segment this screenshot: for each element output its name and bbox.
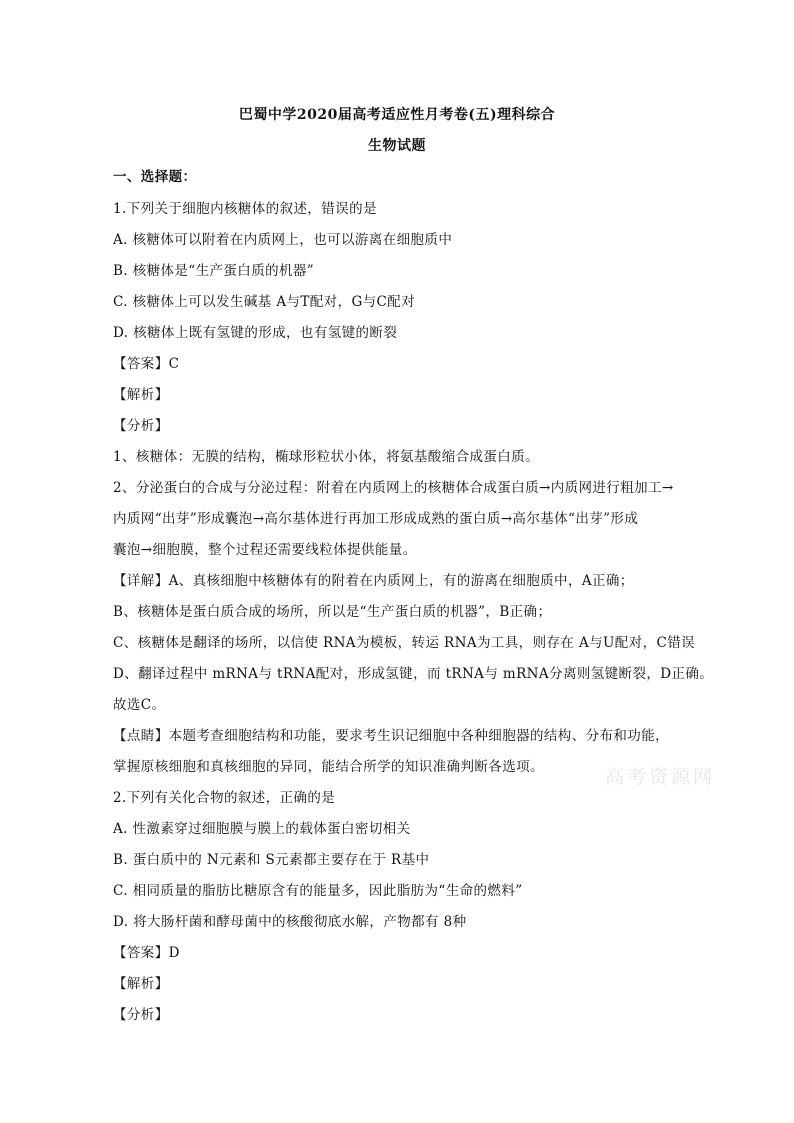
question-1-comment-line: 掌握原核细胞和真核细胞的异同，能结合所学的知识准确判断各选项。 <box>113 759 544 775</box>
question-2-answer: 【答案】D <box>113 945 180 961</box>
question-1-option-d: D. 核糖体上既有氢键的形成，也有氢键的断裂 <box>113 325 398 341</box>
page-subtitle: 生物试题 <box>368 138 426 154</box>
question-1-detail-line: D、翻译过程中 mRNA与 tRNA配对，形成氢键，而 tRNA与 mRNA分离则氢键断裂，D正确。 <box>113 666 714 682</box>
page-title: 巴蜀中学2020届高考适应性月考卷(五)理科综合 <box>238 107 556 123</box>
question-2-fenxi-label: 【分析】 <box>113 1007 169 1023</box>
question-2-option-a: A. 性激素穿过细胞膜与膜上的载体蛋白密切相关 <box>113 821 411 837</box>
question-1-option-a: A. 核糖体可以附着在内质网上，也可以游离在细胞质中 <box>113 232 453 248</box>
question-1-analysis-line: 1、核糖体：无膜的结构，椭球形粒状小体，将氨基酸缩合成蛋白质。 <box>113 449 539 465</box>
question-1-conclusion: 故选C。 <box>113 697 166 713</box>
section-heading: 一、选择题： <box>113 169 197 185</box>
question-1-answer: 【答案】C <box>113 356 180 372</box>
question-2-option-b: B. 蛋白质中的 N元素和 S元素都主要存在于 R基中 <box>113 852 430 868</box>
question-1-comment-line: 【点睛】本题考查细胞结构和功能，要求考生识记细胞中各种细胞器的结构、分布和功能， <box>113 728 669 744</box>
question-1-fenxi-label: 【分析】 <box>113 418 169 434</box>
question-1-option-c: C. 核糖体上可以发生碱基 A与T配对，G与C配对 <box>113 294 416 310</box>
question-1-analysis-line: 内质网“出芽”形成囊泡→高尔基体进行再加工形成成熟的蛋白质→高尔基体“出芽”形成 <box>113 511 639 527</box>
question-1-analysis-line: 2、分泌蛋白的合成与分泌过程：附着在内质网上的核糖体合成蛋白质→内质网进行粗加工→ <box>113 480 674 496</box>
question-1-analysis-line: 囊泡→细胞膜，整个过程还需要线粒体提供能量。 <box>113 542 417 558</box>
watermark: 高考资源网 <box>605 766 716 788</box>
question-1-detail-line: 【详解】A、真核细胞中核糖体有的附着在内质网上，有的游离在细胞质中，A正确； <box>113 573 634 589</box>
question-2-stem: 2.下列有关化合物的叙述，正确的是 <box>113 790 336 806</box>
question-1-option-b: B. 核糖体是“生产蛋白质的机器” <box>113 263 315 279</box>
question-1-detail-line: B、核糖体是蛋白质合成的场所，所以是“生产蛋白质的机器”，B正确； <box>113 604 552 620</box>
question-2-option-d: D. 将大肠杆菌和酵母菌中的核酸彻底水解，产物都有 8种 <box>113 914 467 930</box>
question-1-stem: 1.下列关于细胞内核糖体的叙述，错误的是 <box>113 201 377 217</box>
question-1-analysis-label: 【解析】 <box>113 387 169 403</box>
question-2-analysis-label: 【解析】 <box>113 976 169 992</box>
question-1-detail-line: C、核糖体是翻译的场所，以信使 RNA为模板，转运 RNA为工具，则存在 A与U配对，C错误 <box>113 635 696 651</box>
question-2-option-c: C. 相同质量的脂肪比糖原含有的能量多，因此脂肪为“生命的燃料” <box>113 883 523 899</box>
